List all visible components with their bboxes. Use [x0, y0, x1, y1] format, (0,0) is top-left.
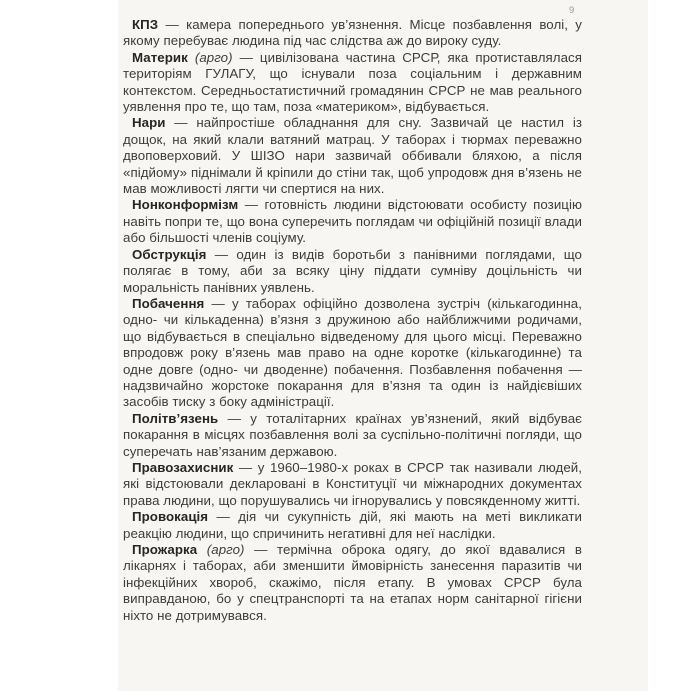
glossary-entry — [123, 115, 582, 197]
glossary-definition: — у тоталітарних країнах ув’язнений, який відбуває покарання в місцях позбавлення волі за суспільно-політичні погляди, що суперечать нав’язаним державою. — [123, 410, 582, 459]
glossary-term: Політв’язень — [132, 410, 219, 426]
glossary-term: Нари — [132, 115, 166, 131]
glossary-definition: — один із видів боротьби з панівними поглядами, що полягає в тому, аби за всяку ціну піддати сумніву доцільність чи моральність панівних уявлень. — [123, 246, 582, 295]
glossary-entry — [123, 17, 582, 50]
glossary-definition: — цивілізована частина СРСР, яка протиставлялася територіям ГУЛАГУ, що існували поза соціальним і державним контекстом. Середньостатистичний громадянин СРСР не мав реального уявлення про те, що там, поза «материком», відбувається. — [123, 49, 582, 115]
glossary-entry — [123, 542, 582, 624]
glossary-entry — [123, 50, 582, 116]
glossary-entry — [123, 296, 582, 411]
glossary-term-note: (арго) — [187, 49, 233, 65]
glossary-term: Побачення — [132, 295, 205, 311]
glossary-definition: — найпростіше обладнання для сну. Зазвичай це настил із дощок, на який клали ватяний матрац. У таборах і тюрмах переважно двоповерховий. У ШІЗО нари зазвичай оббивали бляхою, а після «підйому» піднімали й кріпили до стіни так, щоб упродовж дня в’язень не мав можливості лягти чи спертися на них. — [123, 115, 582, 197]
glossary-term: Нонконформізм — [132, 197, 239, 213]
glossary-term-note: (арго) — [197, 542, 245, 557]
glossary-entry — [123, 460, 582, 509]
glossary-entry — [123, 247, 582, 296]
page-number: 9 — [569, 5, 575, 16]
glossary-term: Провокація — [132, 509, 209, 525]
glossary-term: КПЗ — [132, 17, 159, 32]
glossary-term: Прожарка — [132, 542, 198, 557]
glossary-entry — [123, 197, 582, 246]
glossary-definition: — дія чи сукупність дій, які мають на меті викликати реакцію людини, що спричинить негативні для неї наслідки. — [123, 509, 582, 541]
glossary-definition: — у 1960–1980-х роках в СРСР так називали людей, які відстоювали декларовані в Конституції чи міжнародних документах права людини, що порушувались чи ігнорувались у повсякденному житті. — [123, 459, 582, 508]
glossary-term: Обструкція — [132, 246, 207, 262]
glossary-term: Материк — [132, 49, 188, 65]
glossary-definition: — камера попереднього ув’язнення. Місце позбавлення волі, у якому перебуває людина під час слідства аж до вироку суду. — [123, 17, 582, 49]
glossary-definition: — у таборах офіційно дозволена зустріч (кількагодинна, одно- чи кількаденна) в’язня з дружиною або найближчими родичами, що відбувається в спеціально відведеному для цього місці. Переважно впродовж року в’язень мав право на одне коротке (кількагодинне) та одне довге (одно- чи дводенне) побачення. Позбавлення побачення — надзвичайно жорстоке покарання для в’язня та один із найдієвіших засобів тиску з боку адміністрації. — [123, 295, 582, 410]
glossary-entry — [123, 509, 582, 542]
glossary-term: Правозахисник — [132, 459, 234, 475]
book-page — [118, 0, 648, 691]
glossary-definition: — готовність людини відстоювати особисту позицію навіть попри те, що вона суперечить поглядам чи офіційній позиції влади або більшості членів соціуму. — [123, 197, 582, 246]
glossary — [123, 17, 582, 624]
glossary-entry — [123, 411, 582, 460]
glossary-definition: — термічна оброка одягу, до якої вдавалися в лікарнях і таборах, аби зменшити ймовірність занесення паразитів чи інфекційних хвороб, скажімо, після етапу. В умовах СРСР була виправданою, бо у спецтранспорті та на етапах норм санітарної гігієни ніхто не дотримувався. — [123, 542, 582, 623]
